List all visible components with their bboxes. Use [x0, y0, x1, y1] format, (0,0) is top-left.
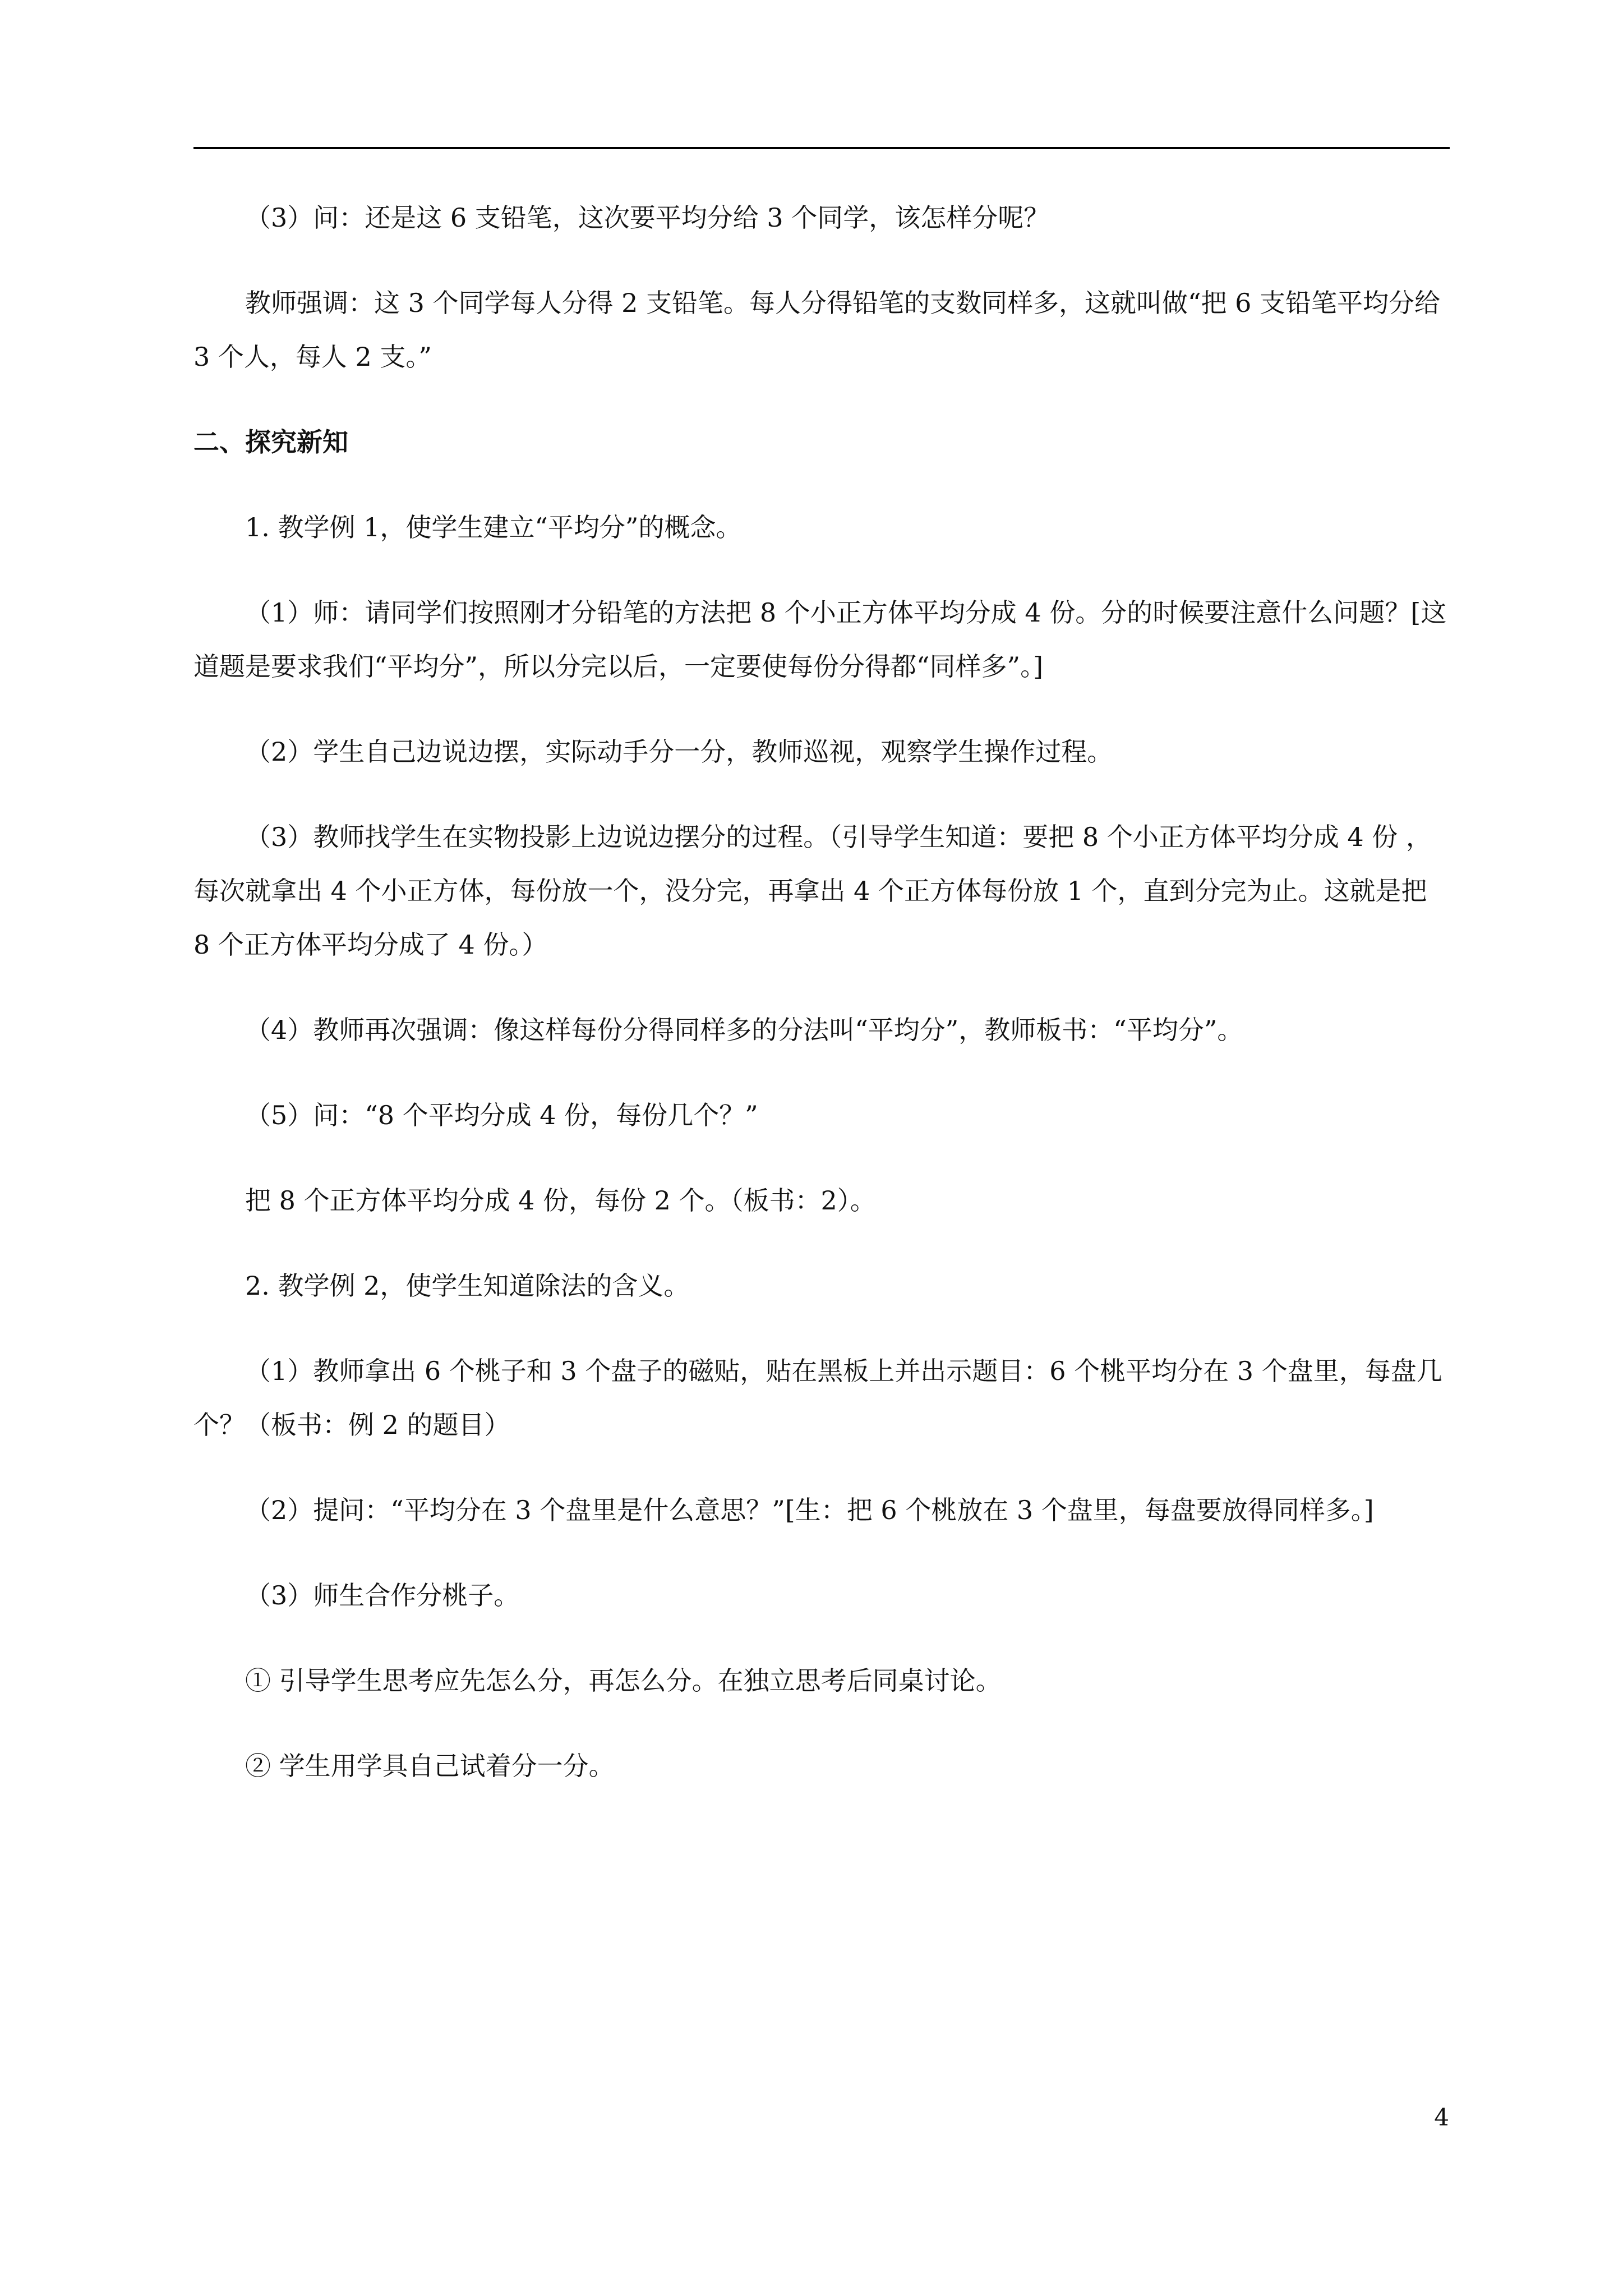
paragraph-step-4: （4）教师再次强调：像这样每份分得同样多的分法叫“平均分”，教师板书：“平均分”。: [245, 1015, 1243, 1045]
section-heading: 二、探究新知: [193, 427, 348, 457]
paragraph-circled-2: ② 学生用学具自己试着分一分。: [245, 1751, 615, 1781]
paragraph-ex2-step-1: （1）教师拿出 6 个桃子和 3 个盘子的磁贴，贴在黑板上并出示题目：6 个桃平均分在 3 个盘里，每盘几个？（板书：例 2 的题目）: [193, 1356, 1442, 1440]
paragraph-ex2-step-3: （3）师生合作分桃子。: [245, 1580, 520, 1611]
paragraph-step-3: （3）教师找学生在实物投影上边说边摆分的过程。（引导学生知道：要把 8 个小正方体平均分成 4 份 ，每次就拿出 4 个小正方体，每份放一个，没分完，再拿出 4 个正方体每份放 1 个，直到分完为止。这就是把 8 个正方体平均分成了 4 份。）: [193, 822, 1432, 960]
paragraph-step-1: （1）师：请同学们按照刚才分铅笔的方法把 8 个小正方体平均分成 4 份。分的时候要注意什么问题？[这道题是要求我们“平均分”，所以分完以后，一定要使每份分得都“同样多”。]: [193, 597, 1447, 682]
paragraph-example-1: 1. 教学例 1，使学生建立“平均分”的概念。: [245, 512, 742, 542]
paragraph-teacher-emphasis: 教师强调：这 3 个同学每人分得 2 支铅笔。每人分得铅笔的支数同样多，这就叫做“把 6 支铅笔平均分给 3 个人，每人 2 支。”: [193, 288, 1441, 372]
paragraph-ex2-step-2: （2）提问：“平均分在 3 个盘里是什么意思？”[生：把 6 个桃放在 3 个盘里，每盘要放得同样多。]: [245, 1495, 1374, 1525]
page-number: 4: [1434, 2104, 1449, 2131]
paragraph-answer: 把 8 个正方体平均分成 4 份，每份 2 个。（板书：2）。: [245, 1185, 876, 1216]
paragraph-circled-1: ① 引导学生思考应先怎么分，再怎么分。在独立思考后同桌讨论。: [245, 1665, 1002, 1696]
paragraph-question-3: （3）问：还是这 6 支铅笔，这次要平均分给 3 个同学，该怎样分呢？: [245, 203, 1050, 233]
header-rule: [193, 147, 1450, 149]
paragraph-step-2: （2）学生自己边说边摆，实际动手分一分，教师巡视，观察学生操作过程。: [245, 737, 1113, 767]
document-body: [193, 191, 1450, 1824]
paragraph-step-5: （5）问：“8 个平均分成 4 份，每份几个？”: [245, 1100, 758, 1130]
paragraph-example-2: 2. 教学例 2，使学生知道除法的含义。: [245, 1271, 690, 1301]
